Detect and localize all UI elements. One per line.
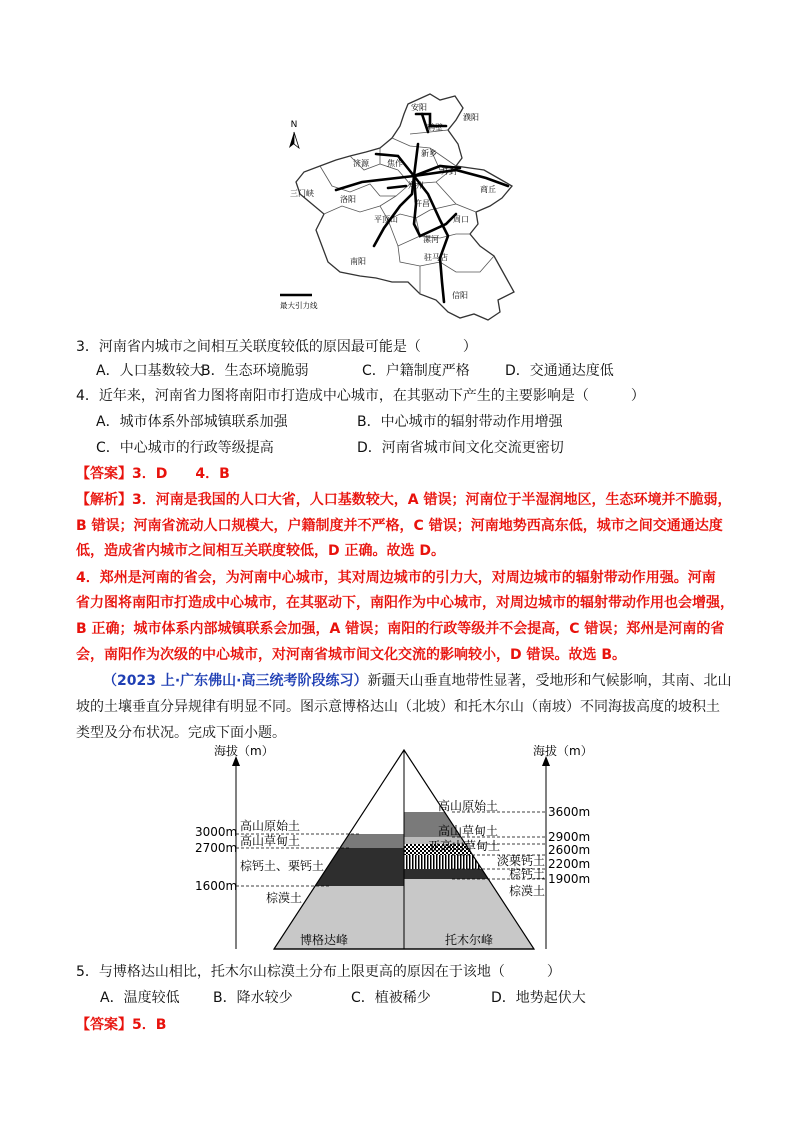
city-label: 漯河 [423,235,439,244]
city-label: 驻马店 [424,253,448,262]
right-elev-2600: 2600m [548,843,591,857]
q4-option-c: C．中心城市的行政等级提高 [96,440,274,456]
north-arrow-icon [289,120,299,148]
right-soil-light-chestnut: 淡栗钙土 [496,854,545,868]
map-legend: 最大引力线 [280,301,318,310]
right-elev-2900: 2900m [548,830,591,844]
q4-option-b: B．中心城市的辐射带动作用增强 [357,414,563,430]
answer-text: 3．D 4．B [132,466,230,482]
left-soil-chestnut: 棕钙土、栗钙土 [240,859,325,873]
right-peak-name: 托木尔峰 [445,933,494,947]
city-label: 焦作 [387,159,403,168]
left-soil-primitive: 高山原始土 [240,819,301,833]
city-label: 安阳 [411,103,427,112]
intro-line-1 [103,671,731,691]
analysis-line-6: B 正确；城市体系内部城镇联系会加强，A 错误；南阳的行政等级并不会提高，C 错误；郑州是河南的省 [76,621,725,637]
left-elev-3000: 3000m [195,825,238,839]
right-elev-1900: 1900m [548,872,591,886]
answer-text: 5．B [132,1017,167,1033]
right-elev-3600: 3600m [548,805,591,819]
q5-option-c: C．植被稀少 [351,990,431,1006]
city-label: 濮阳 [463,113,479,122]
q5-option-d: D．地势起伏大 [491,990,586,1006]
q3-stem: 3．河南省内城市之间相互关联度较低的原因最可能是（ ） [76,339,477,355]
q3-option-a: A．人口基数较大 [96,363,204,379]
answer-block-2 [76,1015,166,1035]
answer-block-1 [76,464,230,484]
q5-option-a: A．温度较低 [100,990,180,1006]
city-label: 开封 [441,167,457,176]
left-elev-2700: 2700m [195,841,238,855]
analysis-tag: 【解析】 [76,492,132,508]
city-label: 信阳 [452,291,468,300]
north-label: N [290,120,298,130]
right-soil-desert: 棕漠土 [508,884,545,898]
right-soil-brown-calcic: 棕钙土 [508,867,545,881]
analysis-line-1 [76,490,731,510]
question-source: （2023 上·广东佛山·高三统考阶段练习） [103,673,368,689]
left-soil-desert: 棕漠土 [266,891,303,905]
intro-text: 新疆天山垂直地带性显著，受地形和气候影响，其南、北山 [367,673,732,689]
q3-option-b: B．生态环境脆弱 [201,363,309,379]
city-label: 南阳 [350,257,366,266]
right-soil-meadow: 高山草甸土 [437,824,498,838]
city-label: 三门峡 [290,189,314,198]
soil-diagram [190,740,610,960]
q5-stem: 5．与博格达山相比，托木尔山棕漠土分布上限更高的原因在于该地（ ） [76,964,561,980]
city-label: 平顶山 [374,215,398,224]
q3-option-d: D．交通通达度低 [505,363,614,379]
henan-map [280,86,530,332]
analysis-line-3: 低，造成省内城市之间相互关联度较低，D 正确。故选 D。 [76,543,445,559]
y-axis-label-left: 海拔（m） [214,744,274,758]
intro-line-2: 坡的土壤垂直分异规律有明显不同。图示意博格达山（北坡）和托木尔山（南坡）不同海拔高度的坡积土 [76,699,720,715]
q3-option-c: C．户籍制度严格 [362,363,470,379]
y-axis-label-right: 海拔（m） [533,744,593,758]
answer-tag: 【答案】 [76,466,132,482]
city-label: 郑州 [408,181,424,190]
city-label: 洛阳 [340,195,356,204]
city-label: 新乡 [421,149,437,158]
city-label: 周口 [453,215,469,224]
q4-option-a: A．城市体系外部城镇联系加强 [96,414,288,430]
analysis-line-4: 4．郑州是河南的省会，为河南中心城市，其对周边城市的引力大，对周边城市的辐射带动作用强。河南 [76,570,716,586]
intro-line-3: 类型及分布状况。完成下面小题。 [76,725,286,741]
city-label: 鹤壁 [427,123,443,132]
q5-option-b: B．降水较少 [213,990,293,1006]
analysis-line-2: B 错误；河南省流动人口规模大，户籍制度并不严格，C 错误；河南地势西高东低，城市之间交通通达度 [76,518,723,534]
left-soil-meadow: 高山草甸土 [240,834,301,848]
q4-option-d: D．河南省城市间文化交流更密切 [357,440,564,456]
henan-outline [296,94,514,320]
city-label: 济源 [353,159,369,168]
left-elev-1600: 1600m [195,879,238,893]
right-soil-subalpine: 亚高山草甸土 [427,839,500,853]
answer-tag: 【答案】 [76,1017,132,1033]
analysis-text: 3．河南是我国的人口大省，人口基数较大，A 错误；河南位于半湿润地区，生态环境并不脆弱， [132,492,732,508]
q4-stem: 4．近年来，河南省力图将南阳市打造成中心城市，在其驱动下产生的主要影响是（ ） [76,388,645,404]
analysis-line-7: 会，南阳作为次级的中心城市，对河南省城市间文化交流的影响较小，D 错误。故选 B。 [76,647,627,663]
analysis-line-5: 省力图将南阳市打造成中心城市，在其驱动下，南阳作为中心城市，对周边城市的辐射带动作用也会增强， [76,595,734,611]
left-peak-name: 博格达峰 [300,933,349,947]
right-elev-2200: 2200m [548,857,591,871]
city-label: 商丘 [480,185,496,194]
right-soil-primitive: 高山原始土 [437,799,498,813]
city-label: 许昌 [414,199,430,208]
